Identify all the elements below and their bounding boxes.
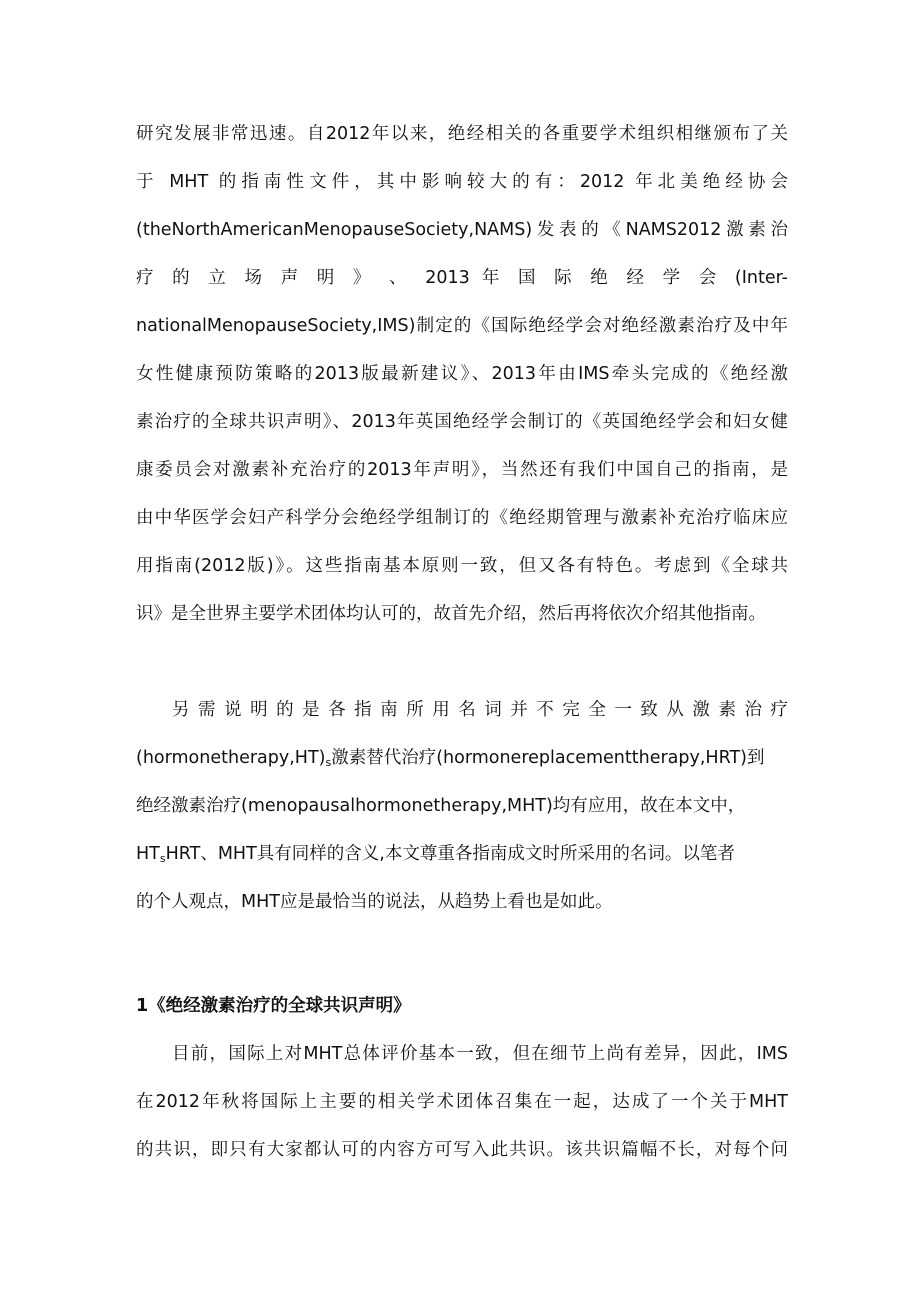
paragraph-1-line-11: 识》是全世界主要学术团体均认可的，故首先介绍，然后再将依次介绍其他指南。 bbox=[136, 604, 766, 624]
paragraph-1-line-5: nationalMenopauseSociety,IMS)制定的《国际绝经学会对绝经激素治疗及中年 bbox=[136, 316, 788, 336]
section-1-heading: 1《绝经激素治疗的全球共识声明》 bbox=[136, 996, 411, 1016]
paragraph-1-line-4: 疗 的 立 场 声 明 》 、 2013 年 国 际 绝 经 学 会 (Inter- bbox=[136, 268, 788, 288]
paragraph-2-line-2 bbox=[136, 746, 788, 770]
section-1-line-1: 目前，国际上对MHT总体评价基本一致，但在细节上尚有差异，因此，IMS bbox=[172, 1044, 788, 1064]
paragraph-2-line-4-subscript: s bbox=[159, 852, 166, 865]
section-1-line-2: 在2012年秋将国际上主要的相关学术团体召集在一起，达成了一个关于MHT bbox=[136, 1092, 788, 1112]
paragraph-1-line-7: 素治疗的全球共识声明》、2013年英国绝经学会制订的《英国绝经学会和妇女健 bbox=[136, 412, 788, 432]
paragraph-2-line-2-part-a: (hormonetherapy,HT) bbox=[136, 748, 326, 768]
paragraph-2-line-5: 的个人观点，MHT应是最恰当的说法，从趋势上看也是如此。 bbox=[136, 892, 613, 912]
paragraph-1-line-9: 由中华医学会妇产科学分会绝经学组制订的《绝经期管理与激素补充治疗临床应 bbox=[136, 508, 788, 528]
paragraph-2-line-3: 绝经激素治疗(menopausalhormonetherapy,MHT)均有应用，故在本文中， bbox=[136, 796, 746, 816]
paragraph-2-line-2-part-b: 激素替代治疗(hormonereplacementtherapy,HRT)到 bbox=[331, 748, 765, 768]
paragraph-1-line-2: 于 MHT 的指南性文件，其中影响较大的有：2012 年北美绝经协会 bbox=[136, 172, 788, 192]
section-1-line-3: 的共识，即只有大家都认可的内容方可写入此共识。该共识篇幅不长，对每个问 bbox=[136, 1140, 788, 1160]
paragraph-1-line-3: (theNorthAmericanMenopauseSociety,NAMS)发表的《NAMS2012激素治 bbox=[136, 220, 788, 240]
paragraph-1-line-10: 用指南(2012版)》。这些指南基本原则一致，但又各有特色。考虑到《全球共 bbox=[136, 556, 788, 576]
paragraph-2-line-1: 另需说明的是各指南所用名词并不完全一致从激素治疗 bbox=[172, 700, 788, 720]
paragraph-2-line-4-part-b: HRT、MHT具有同样的含义,本文尊重各指南成文时所采用的名词。以笔者 bbox=[165, 844, 735, 864]
paragraph-1-line-1: 研究发展非常迅速。自2012年以来，绝经相关的各重要学术组织相继颁布了关 bbox=[136, 124, 788, 144]
paragraph-2-line-4 bbox=[136, 842, 788, 866]
paragraph-2-line-2-subscript: s bbox=[325, 756, 332, 769]
paragraph-2-line-4-part-a: HT bbox=[136, 844, 160, 864]
paragraph-1-line-6: 女性健康预防策略的2013版最新建议》、2013年由IMS牵头完成的《绝经激 bbox=[136, 364, 788, 384]
paragraph-1-line-8: 康委员会对激素补充治疗的2013年声明》，当然还有我们中国自己的指南，是 bbox=[136, 460, 788, 480]
